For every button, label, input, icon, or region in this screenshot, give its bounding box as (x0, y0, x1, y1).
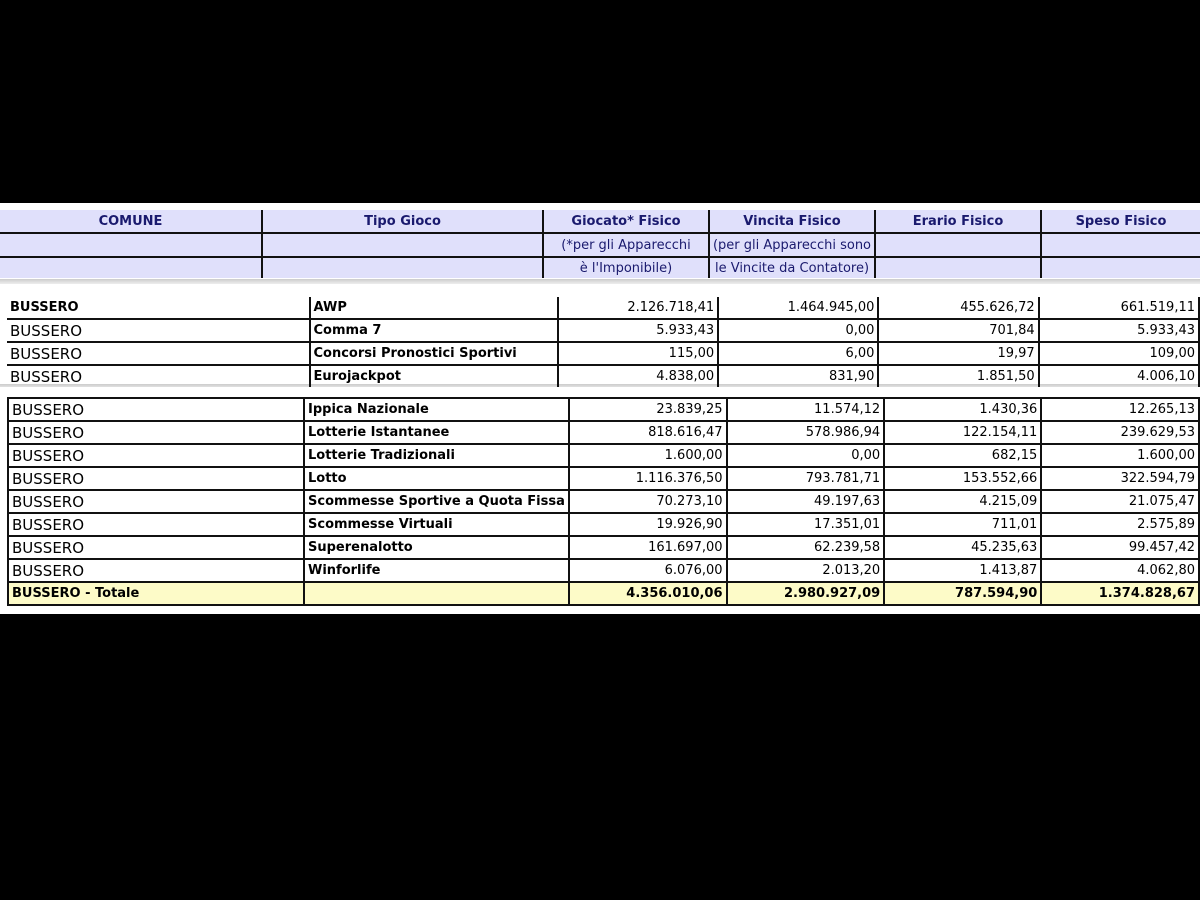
cell-vincita: 578.986,94 (727, 421, 885, 444)
table-row (8, 398, 1199, 421)
header-comune: COMUNE (0, 210, 262, 233)
table-row (8, 513, 1199, 536)
cell-vincita: 1.464.945,00 (718, 297, 878, 319)
cell-giocato: 5.933,43 (558, 319, 718, 342)
header-note (875, 233, 1041, 257)
table-row (7, 319, 1199, 342)
cell-tipo-gioco: Eurojackpot (310, 365, 558, 387)
cell-comune: BUSSERO (8, 513, 304, 536)
cell-erario: 787.594,90 (884, 582, 1041, 605)
cell-comune: BUSSERO (8, 559, 304, 582)
cell-erario: 153.552,66 (884, 467, 1041, 490)
cell-giocato: 161.697,00 (569, 536, 727, 559)
header-giocato: Giocato* Fisico (543, 210, 709, 233)
cell-comune: BUSSERO (7, 319, 310, 342)
header-row-note2 (0, 257, 1200, 278)
cell-comune: BUSSERO (7, 297, 310, 319)
cell-erario: 1.851,50 (878, 365, 1038, 387)
cell-speso: 239.629,53 (1041, 421, 1199, 444)
cell-speso: 21.075,47 (1041, 490, 1199, 513)
cell-erario: 122.154,11 (884, 421, 1041, 444)
table-row (7, 365, 1199, 387)
cell-comune: BUSSERO (8, 421, 304, 444)
data-table-bottom (7, 397, 1200, 606)
cell-vincita: 2.013,20 (727, 559, 885, 582)
cell-speso: 1.374.828,67 (1041, 582, 1199, 605)
cell-vincita: 49.197,63 (727, 490, 885, 513)
cell-vincita: 0,00 (727, 444, 885, 467)
cell-tipo-gioco: Lotterie Tradizionali (304, 444, 569, 467)
cell-tipo-gioco: Scommesse Sportive a Quota Fissa (304, 490, 569, 513)
header-erario: Erario Fisico (875, 210, 1041, 233)
cell-tipo-gioco (304, 582, 569, 605)
cell-comune: BUSSERO (8, 444, 304, 467)
cell-giocato: 19.926,90 (569, 513, 727, 536)
table-row (7, 342, 1199, 365)
cell-comune: BUSSERO (10, 367, 83, 386)
header-row-titles (0, 210, 1200, 233)
cell-erario: 1.413,87 (884, 559, 1041, 582)
cell-vincita: 0,00 (718, 319, 878, 342)
cell-tipo-gioco: Lotto (304, 467, 569, 490)
cell-erario: 19,97 (878, 342, 1038, 365)
cell-comune: BUSSERO (8, 490, 304, 513)
cell-speso: 2.575,89 (1041, 513, 1199, 536)
cell-vincita: 831,90 (718, 365, 878, 387)
cell-giocato: 70.273,10 (569, 490, 727, 513)
cell-erario: 45.235,63 (884, 536, 1041, 559)
total-row (8, 582, 1199, 605)
cell-erario: 711,01 (884, 513, 1041, 536)
header-note-vincita: le Vincite da Contatore) (709, 257, 875, 278)
header-vincita: Vincita Fisico (709, 210, 875, 233)
table-row (7, 297, 1199, 319)
cell-comune: BUSSERO (8, 467, 304, 490)
cell-giocato: 4.838,00 (558, 365, 718, 387)
table-row (8, 536, 1199, 559)
table-row (8, 559, 1199, 582)
header-note (0, 233, 262, 257)
cell-speso: 5.933,43 (1039, 319, 1199, 342)
cell-comune: BUSSERO (7, 342, 310, 365)
header-note-giocato: è l'Imponibile) (543, 257, 709, 278)
cell-giocato: 1.116.376,50 (569, 467, 727, 490)
header-note (262, 257, 543, 278)
cell-speso: 12.265,13 (1041, 398, 1199, 421)
header-speso: Speso Fisico (1041, 210, 1200, 233)
table-row (8, 444, 1199, 467)
table-row (8, 467, 1199, 490)
cell-vincita: 2.980.927,09 (727, 582, 885, 605)
cell-vincita: 793.781,71 (727, 467, 885, 490)
cell-speso: 109,00 (1039, 342, 1199, 365)
cell-speso: 4.062,80 (1041, 559, 1199, 582)
cell-speso: 1.600,00 (1041, 444, 1199, 467)
header-note (262, 233, 543, 257)
cell-tipo-gioco: Winforlife (304, 559, 569, 582)
cell-giocato: 4.356.010,06 (569, 582, 727, 605)
cell-comune: BUSSERO - Totale (8, 582, 304, 605)
header-row-note1 (0, 233, 1200, 257)
cell-giocato: 2.126.718,41 (558, 297, 718, 319)
cell-tipo-gioco: Ippica Nazionale (304, 398, 569, 421)
cell-tipo-gioco: Lotterie Istantanee (304, 421, 569, 444)
table-row (8, 421, 1199, 444)
cell-tipo-gioco: Comma 7 (310, 319, 558, 342)
header-note-vincita: (per gli Apparecchi sono (709, 233, 875, 257)
cell-vincita: 11.574,12 (727, 398, 885, 421)
cell-giocato: 818.616,47 (569, 421, 727, 444)
cell-giocato: 1.600,00 (569, 444, 727, 467)
cell-speso: 99.457,42 (1041, 536, 1199, 559)
cell-giocato: 23.839,25 (569, 398, 727, 421)
cell-speso: 4.006,10 (1039, 365, 1199, 387)
cell-speso: 322.594,79 (1041, 467, 1199, 490)
cell-comune: BUSSERO (8, 536, 304, 559)
cell-tipo-gioco: Concorsi Pronostici Sportivi (310, 342, 558, 365)
column-header-table (0, 210, 1200, 278)
cell-erario: 701,84 (878, 319, 1038, 342)
cell-tipo-gioco: AWP (310, 297, 558, 319)
cell-tipo-gioco: Scommesse Virtuali (304, 513, 569, 536)
cell-erario: 455.626,72 (878, 297, 1038, 319)
header-note-giocato: (*per gli Apparecchi (543, 233, 709, 257)
table-row (8, 490, 1199, 513)
cell-speso: 661.519,11 (1039, 297, 1199, 319)
cell-giocato: 6.076,00 (569, 559, 727, 582)
header-note (875, 257, 1041, 278)
cell-vincita: 17.351,01 (727, 513, 885, 536)
header-note (0, 257, 262, 278)
header-note (1041, 257, 1200, 278)
header-tipo-gioco: Tipo Gioco (262, 210, 543, 233)
cell-erario: 1.430,36 (884, 398, 1041, 421)
cell-comune: BUSSERO (8, 398, 304, 421)
cell-vincita: 6,00 (718, 342, 878, 365)
data-table-top (7, 297, 1200, 387)
cell-erario: 682,15 (884, 444, 1041, 467)
header-note (1041, 233, 1200, 257)
cell-vincita: 62.239,58 (727, 536, 885, 559)
cell-tipo-gioco: Superenalotto (304, 536, 569, 559)
cell-erario: 4.215,09 (884, 490, 1041, 513)
cell-giocato: 115,00 (558, 342, 718, 365)
